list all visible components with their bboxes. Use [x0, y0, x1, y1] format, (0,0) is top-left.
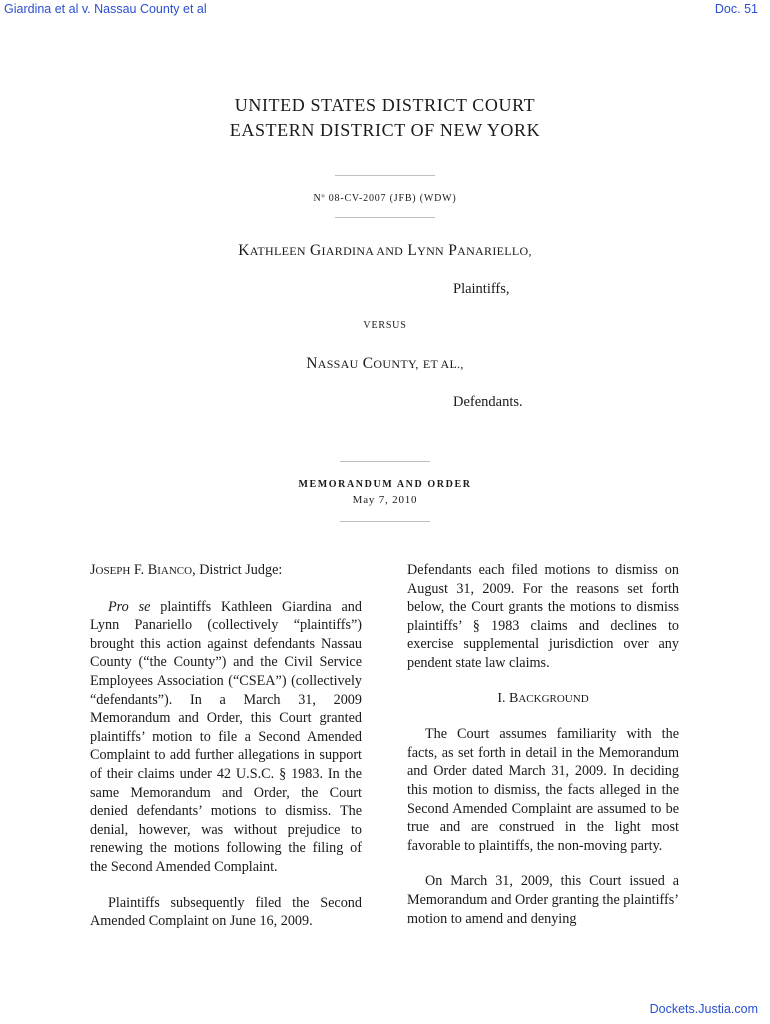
sc-capital: B: [509, 690, 519, 706]
docket-number: Nº 08-CV-2007 (JFB) (WDW): [313, 193, 457, 204]
sc-rest: ACKGROUND: [518, 692, 589, 705]
sc-capital: L: [407, 242, 418, 259]
sc-rest: IANCO: [157, 565, 193, 577]
case-title-link[interactable]: Giardina et al v. Nassau County et al: [4, 2, 207, 16]
sc-rest: IARDINA AND: [321, 244, 404, 258]
divider-rule: __________________: [340, 512, 430, 523]
sc-rest: OSEPH: [95, 565, 131, 577]
sc-rest: OUNTY,: [373, 357, 419, 371]
sc-capital: C: [362, 355, 374, 372]
plaintiffs-names: [0, 242, 770, 260]
judge-initial: F.: [133, 562, 145, 578]
divider-rule: ____________________: [335, 208, 435, 219]
paragraph: Defendants each filed motions to dismiss on August 31, 2009. For the reasons set forth below, the Court grants the motions to dismiss plaintiffs’ § 1983 claims and declines to exercise supplemental jurisdiction over any pendent state law claims.: [407, 562, 679, 671]
divider-rule: ____________________: [335, 166, 435, 177]
italic-phrase: Pro se: [108, 598, 151, 615]
sc-capital: B: [147, 562, 158, 578]
sc-capital: N: [306, 355, 318, 372]
section-number: I.: [497, 690, 506, 706]
sc-capital: G: [310, 242, 322, 259]
sc-capital: P: [448, 242, 458, 259]
opinion-right-column: [407, 561, 679, 945]
section-heading: [407, 690, 679, 709]
plaintiffs-role: Plaintiffs,: [453, 281, 510, 297]
court-name: [0, 93, 770, 143]
sc-rest: ATHLEEN: [249, 244, 306, 258]
court-line-2: EASTERN DISTRICT OF NEW YORK: [229, 120, 541, 140]
sc-rest: ASSAU: [317, 357, 359, 371]
defendants-names: [0, 355, 770, 373]
memo-date: May 7, 2010: [352, 494, 418, 506]
defendants-role: Defendants.: [453, 394, 523, 410]
sc-rest: YNN: [417, 244, 445, 258]
paragraph-text: plaintiffs Kathleen Giardina and Lynn Panariello (collectively “plaintiffs”) brought this action against defendants Nassau County (“the County”) and the Civil Service Employees Association (“CSEA”) (collectively “defendants”). In a March 31, 2009 Memorandum and Order, this Court granted plaintiffs’ motion to file a Second Amended Complaint to add further allegations in support of their claims under 42 U.S.C. § 1983. In the same Memorandum and Order, the Court denied defendants’ motions to dismiss. The denial, however, was without prejudice to renewing the motions following the filing of the Second Amended Complaint.: [90, 598, 362, 875]
memo-title: MEMORANDUM AND ORDER: [298, 479, 472, 490]
sc-capital: K: [238, 242, 250, 259]
court-line-1: UNITED STATES DISTRICT COURT: [234, 95, 536, 115]
paragraph: On March 31, 2009, this Court issued a Memorandum and Order granting the plaintiffs’ motion to amend and denying: [407, 873, 679, 927]
paragraph: Plaintiffs subsequently filed the Second Amended Complaint on June 16, 2009.: [90, 894, 362, 930]
opinion-left-column: [90, 561, 362, 948]
sc-capital: J: [90, 562, 96, 578]
judge-title: , District Judge:: [192, 562, 283, 578]
sc-rest: ANARIELLO,: [457, 244, 532, 258]
justia-footer-link[interactable]: Dockets.Justia.com: [649, 1002, 758, 1016]
paragraph: The Court assumes familiarity with the facts, as set forth in detail in the Memorandum and Order dated March 31, 2009. In deciding this motion to dismiss, the facts alleged in the Second Amended Complaint are assumed to be true and are construed in the light most favorable to plaintiffs, the non-moving party.: [407, 726, 679, 854]
judge-line: [90, 561, 362, 581]
paragraph: [90, 598, 362, 877]
versus-label: VERSUS: [363, 320, 407, 331]
divider-rule: __________________: [340, 452, 430, 463]
document-number-link[interactable]: Doc. 51: [714, 2, 758, 16]
et-al: ET AL.,: [422, 357, 464, 371]
